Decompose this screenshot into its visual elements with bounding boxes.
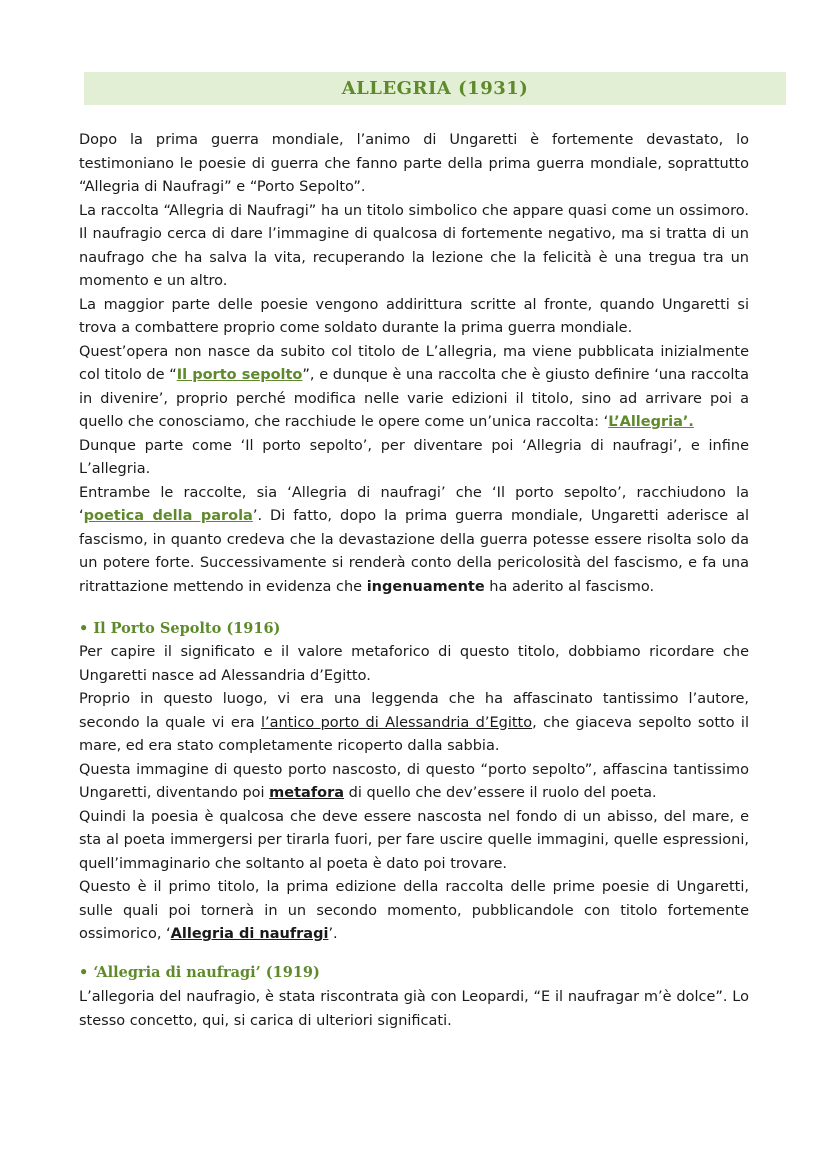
intro-paragraph-5: Dunque parte come ‘Il porto sepolto’, per diventare poi ‘Allegria di naufragi’, e infine L’allegria. xyxy=(79,437,749,477)
highlight-allegria: L’Allegria xyxy=(608,414,683,430)
allegria-section xyxy=(79,986,749,1033)
highlight-poetica-della-parola: poetica della parola xyxy=(83,508,253,524)
title-banner xyxy=(84,72,786,105)
section2-paragraph-1: L’allegoria del naufragio, è stata riscontrata già con Leopardi, “E il naufragar m’è dolce”. Lo stesso concetto, qui, si carica di ulteriori significati. xyxy=(79,989,749,1029)
text-run: Entrambe le raccolte, sia ‘Allegria di naufragi’ che ‘Il porto sepolto’, racchiudono la ‘ xyxy=(79,484,749,524)
text-run: ’. xyxy=(682,414,694,430)
bold-allegria-di-naufragi: Allegria di naufragi xyxy=(170,926,329,942)
intro-paragraph-4 xyxy=(79,341,749,435)
section1-paragraph-4: Quindi la poesia è qualcosa che deve essere nascosta nel fondo di un abisso, del mare, e sta al poeta immergersi per tirarla fuori, per fare uscire quelle immagini, quelle espressioni, quell’immaginario che soltanto al poeta è dato poi trovare. xyxy=(79,808,749,872)
text-run: di quello che dev’essere il ruolo del poeta. xyxy=(344,785,657,801)
text-run: ha aderito al fascismo. xyxy=(484,578,655,595)
text-run: Proprio in questo luogo, vi era una leggenda che ha affascinato tantissimo l’autore, secondo la quale vi era xyxy=(79,691,749,731)
document-title: ALLEGRIA (1931) xyxy=(341,78,529,99)
intro-paragraph-3: La maggior parte delle poesie vengono addirittura scritte al fronte, quando Ungaretti si trova a combattere proprio come soldato durante la prima guerra mondiale. xyxy=(79,296,749,336)
section1-paragraph-1: Per capire il significato e il valore metaforico di questo titolo, dobbiamo ricordare che Ungaretti nasce ad Alessandria d’Egitto. xyxy=(79,644,749,684)
intro-section xyxy=(79,129,749,599)
section-heading-porto-sepolto: • Il Porto Sepolto (1916) xyxy=(79,620,281,637)
text-run: Questa immagine di questo porto nascosto, di questo “porto sepolto”, affascina tantissimo Ungaretti, diventando poi xyxy=(79,761,749,801)
porto-sepolto-section xyxy=(79,641,749,947)
highlight-porto-sepolto: Il porto sepolto xyxy=(176,367,303,383)
section1-paragraph-5 xyxy=(79,876,749,947)
text-run: , che giaceva sepolto sotto il mare, ed era stato completamente ricoperto dalla sabbia. xyxy=(79,714,749,754)
text-run: ’. xyxy=(328,926,338,942)
intro-paragraph-2: La raccolta “Allegria di Naufragi” ha un titolo simbolico che appare quasi come un ossimoro. Il naufragio cerca di dare l’immagine di qualcosa di fortemente negativo, ma si tratta di un naufrago che ha salva la vita, recuperando la lezione che la felicità è una tregua tra un momento e un altro. xyxy=(79,202,749,289)
text-run: ”, e dunque è una raccolta che è giusto definire ‘una raccolta in divenire’, proprio perché modifica nelle varie edizioni il titolo, sino ad arrivare poi a quello che conosciamo, che racchiude le opere come un’unica raccolta: ‘ xyxy=(79,367,750,430)
bold-ingenuamente: ingenuamente xyxy=(366,578,485,595)
section1-paragraph-2 xyxy=(79,688,749,759)
intro-paragraph-6 xyxy=(79,482,749,600)
text-run: Quest’opera non nasce da subito col titolo de L’allegria, ma viene pubblicata inizialmente col titolo de “ xyxy=(79,343,749,383)
underline-antico-porto: l’antico porto di Alessandria d’Egitto xyxy=(260,714,533,731)
intro-paragraph-1: Dopo la prima guerra mondiale, l’animo di Ungaretti è fortemente devastato, lo testimoniano le poesie di guerra che fanno parte della prima guerra mondiale, soprattutto “Allegria di Naufragi” e “Porto Sepolto”. xyxy=(79,132,749,195)
section1-paragraph-3 xyxy=(79,759,749,806)
bold-metafora: metafora xyxy=(269,785,345,801)
text-run: ’. Di fatto, dopo la prima guerra mondiale, Ungaretti aderisce al fascismo, in quanto credeva che la devastazione della guerra potesse essere risolta solo da un potere forte. Successivamente si renderà conto della pericolosità del fascismo, e fa una ritrattazione mettendo in evidenza che xyxy=(79,508,749,595)
section-heading-allegria-di-naufragi: • ‘Allegria di naufragi’ (1919) xyxy=(79,964,320,981)
text-run: Questo è il primo titolo, la prima edizione della raccolta delle prime poesie di Ungaretti, sulle quali poi tornerà in un secondo momento, pubblicandole con titolo fortemente ossimorico, ‘ xyxy=(79,879,749,942)
